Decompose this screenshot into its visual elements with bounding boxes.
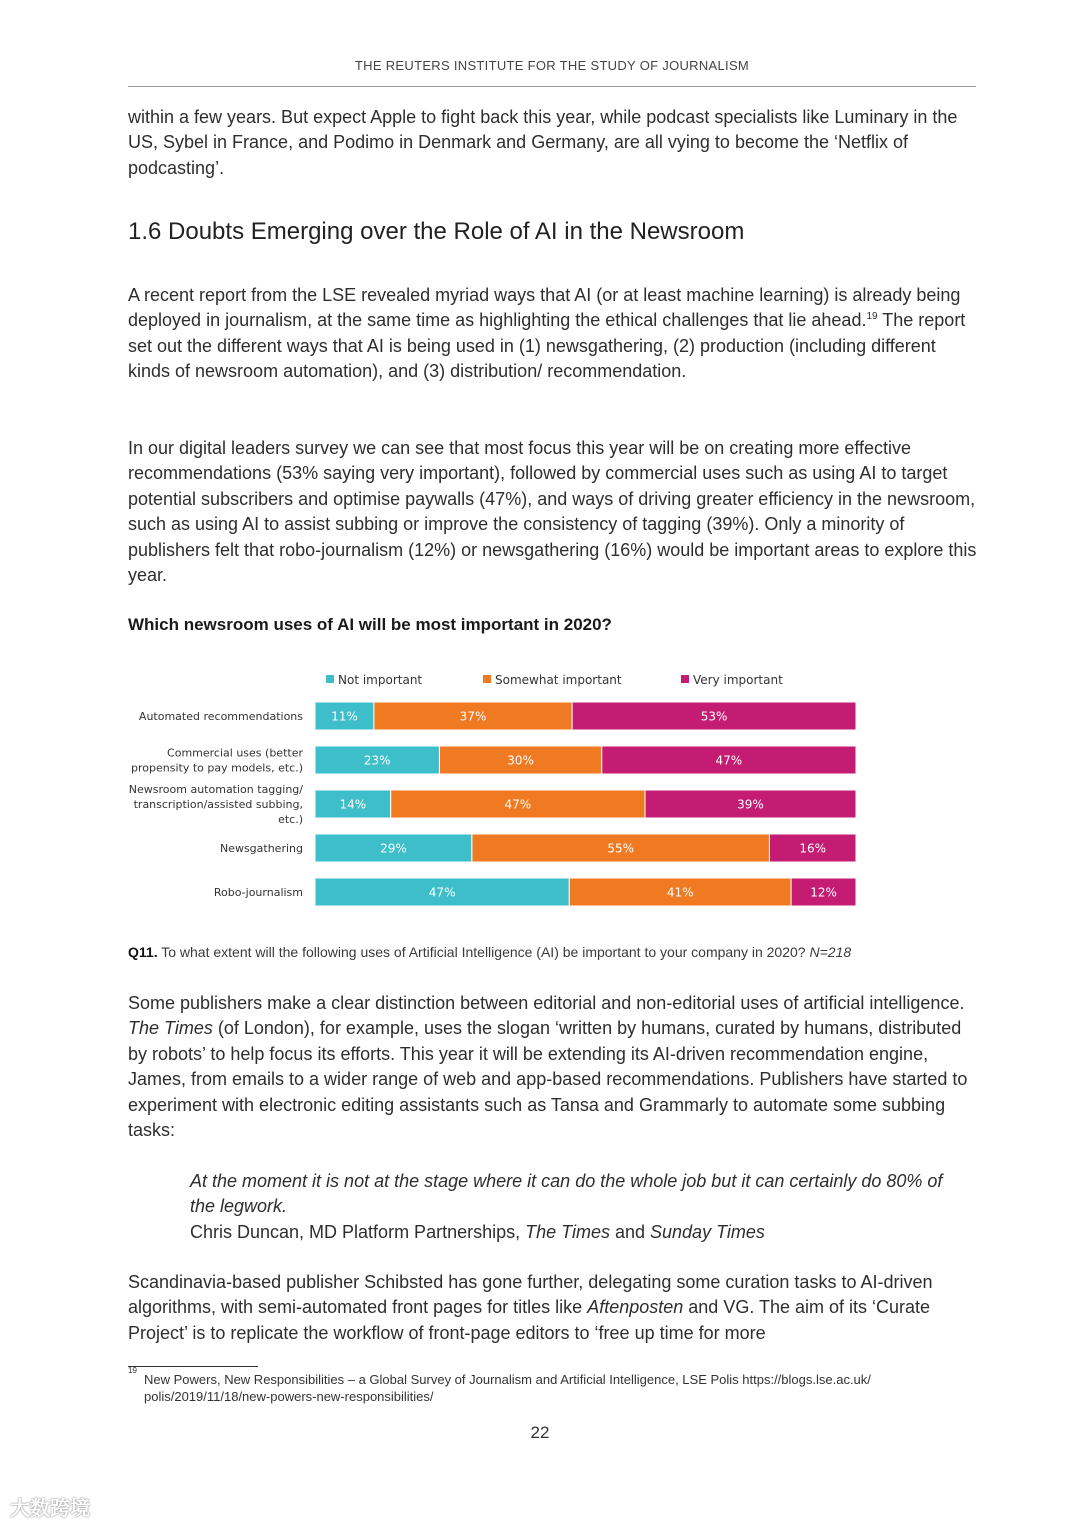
paragraph-schibsted-text-cont: and VG. The aim of its ‘Curate Project’ is to replicate the workflow of front-page editors to ‘free up time for more bbox=[128, 1297, 931, 1343]
data-label: 37% bbox=[459, 709, 487, 724]
paragraph-lse-report-text-cont: The report set out the different ways that AI is being used in (1) newsgathering, (2) production (including different kinds of newsroom automation), and (3) distribution/ recommendation. bbox=[128, 310, 966, 382]
data-label: 47% bbox=[504, 797, 532, 812]
data-label: 23% bbox=[363, 753, 391, 768]
data-label: 47% bbox=[715, 753, 743, 768]
data-label: 12% bbox=[810, 885, 837, 900]
block-quote: At the moment it is not at the stage where it can do the whole job but it can certainly do 80% of the legwork. bbox=[190, 1171, 943, 1217]
data-label: 11% bbox=[331, 709, 358, 724]
category-label: Commercial uses (better bbox=[167, 746, 303, 760]
quote-attribution bbox=[190, 1220, 765, 1245]
legend-label: Somewhat important bbox=[495, 673, 622, 687]
data-label: 39% bbox=[737, 797, 764, 812]
footnote-reference[interactable]: 19 bbox=[866, 311, 878, 323]
data-label: 53% bbox=[700, 709, 728, 724]
running-header: THE REUTERS INSTITUTE FOR THE STUDY OF JOURNALISM bbox=[354, 58, 750, 73]
survey-question-note bbox=[128, 944, 1008, 960]
legend-label: Not important bbox=[338, 673, 423, 687]
publication-name: The Times bbox=[128, 1018, 213, 1039]
category-label: propensity to pay models, etc.) bbox=[131, 761, 303, 775]
category-label: Automated recommendations bbox=[138, 710, 303, 723]
page-number: 22 bbox=[530, 1423, 550, 1442]
category-label: Newsroom automation tagging/ bbox=[128, 783, 303, 796]
header-divider bbox=[128, 86, 976, 87]
legend-swatch bbox=[483, 675, 491, 683]
data-label: 55% bbox=[607, 841, 635, 856]
footnote: 19 New Powers, New Responsibilities – a Global Survey of Journalism and Artificial Intelligence, LSE Polis https://blogs.lse.ac.uk/ polis/2019/11/18/new-powers-new-responsibilities/ bbox=[128, 1371, 948, 1405]
data-label: 41% bbox=[666, 885, 694, 900]
publication-name: Sunday Times bbox=[650, 1222, 765, 1242]
publication-name: Aftenposten bbox=[587, 1297, 684, 1318]
data-label: 16% bbox=[799, 841, 827, 856]
data-label: 47% bbox=[428, 885, 456, 900]
sample-size: N=218 bbox=[809, 944, 852, 960]
legend-swatch bbox=[681, 675, 689, 683]
section-title: 1.6 Doubts Emerging over the Role of AI in the Newsroom bbox=[128, 218, 745, 245]
category-label: etc.) bbox=[278, 813, 303, 826]
category-label: Newsgathering bbox=[219, 842, 303, 855]
data-label: 30% bbox=[507, 753, 534, 768]
publication-name: The Times bbox=[525, 1222, 610, 1242]
paragraph-editorial-uses bbox=[128, 991, 978, 1143]
intro-paragraph: within a few years. But expect Apple to fight back this year, while podcast specialists like Luminary in the US, Sybel in France, and Podimo in Denmark and Germany, are all vying to become the ‘Netflix of podcasting’. bbox=[128, 107, 958, 178]
quote-attribution-and: and bbox=[609, 1222, 651, 1242]
stacked-bar-chart bbox=[128, 662, 868, 912]
paragraph-schibsted bbox=[128, 1270, 978, 1346]
paragraph-schibsted-text: Scandinavia-based publisher Schibsted has gone further, delegating some curation tasks to AI-driven algorithms, with semi-automated front pages for titles like bbox=[128, 1272, 933, 1318]
data-label: 29% bbox=[380, 841, 407, 856]
paragraph-survey-findings: In our digital leaders survey we can see that most focus this year will be on creating more effective recommendations (53% saying very important), followed by commercial uses such as using AI to target potential subscribers and optimise paywalls (47%), and ways of driving greater efficiency in the newsroom, such as using AI to assist subbing or improve the consistency of tagging (39%). Only a minority of publishers felt that robo-journalism (12%) or newsgathering (16%) would be important areas to explore this year. bbox=[128, 438, 977, 586]
footnote-text[interactable]: New Powers, New Responsibilities – a Global Survey of Journalism and Artificial Intelligence, LSE Polis https://blogs.lse.ac.uk/ polis/2019/11/18/new-powers-new-responsibilities/ bbox=[144, 1372, 871, 1404]
data-label: 14% bbox=[339, 797, 367, 812]
question-code: Q11. bbox=[128, 944, 158, 960]
watermark-logo: 大数跨境 bbox=[10, 1498, 90, 1520]
paragraph-lse-report-text: A recent report from the LSE revealed myriad ways that AI (or at least machine learning) is already being deployed in journalism, at the same time as highlighting the ethical challenges that lie ahead. bbox=[128, 285, 961, 331]
paragraph-editorial-uses-text-cont: (of London), for example, uses the slogan ‘written by humans, curated by humans, distributed by robots’ to help focus its efforts. This year it will be extending its AI-driven recommendation engine, James, from emails to a wider range of web and app-based recommendations. Publishers have started to experiment with electronic editing assistants such as Tansa and Grammarly to automate some subbing tasks: bbox=[128, 1018, 968, 1141]
category-label: Robo-journalism bbox=[213, 886, 303, 899]
chart-title: Which newsroom uses of AI will be most important in 2020? bbox=[128, 615, 612, 634]
footnote-divider bbox=[128, 1366, 258, 1367]
legend-swatch bbox=[326, 675, 334, 683]
legend-label: Very important bbox=[693, 673, 783, 687]
paragraph-editorial-uses-text: Some publishers make a clear distinction between editorial and non-editorial uses of artificial intelligence. bbox=[128, 993, 965, 1013]
quote-attribution-name: Chris Duncan, MD Platform Partnerships, bbox=[190, 1222, 526, 1242]
category-label: transcription/assisted subbing, bbox=[133, 798, 303, 811]
paragraph-lse-report bbox=[128, 283, 978, 385]
question-text: To what extent will the following uses of Artificial Intelligence (AI) be important to your company in 2020? bbox=[157, 944, 810, 960]
